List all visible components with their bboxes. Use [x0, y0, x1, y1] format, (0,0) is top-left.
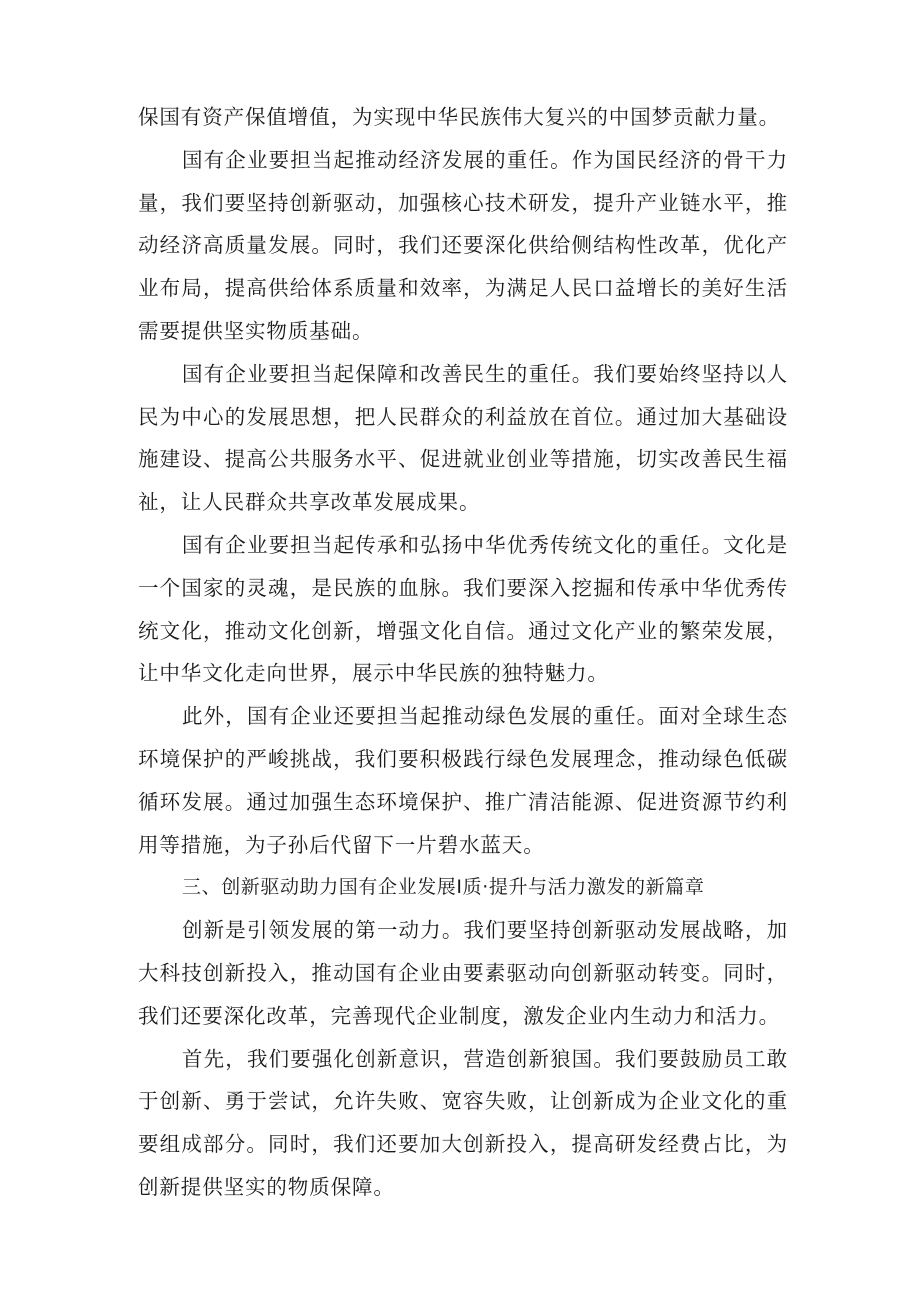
document-body [138, 96, 788, 1209]
paragraph-continuation: 保国有资产保值增值，为实现中华民族伟大复兴的中国梦贡献力量。 [138, 105, 780, 129]
paragraph-innovation-driver: 创新是引领发展的第一动力。我们要坚持创新驱动发展战略，加大科技创新投入，推动国有企业由要素驱动向创新驱动转变。同时，我们还要深化改革，完善现代企业制度，激发企业内生动力和活力。 [138, 918, 788, 1028]
paragraph-culture: 国有企业要担当起传承和弘扬中华优秀传统文化的重任。文化是一个国家的灵魂，是民族的血脉。我们要深入挖掘和传承中华优秀传统文化，推动文化创新，增强文化自信。通过文化产业的繁荣发展，让中华文化走向世界，展示中华民族的独特魅力。 [138, 532, 788, 686]
paragraph-green-development: 此外，国有企业还要担当起推动绿色发展的重任。面对全球生态环境保护的严峻挑战，我们要积极践行绿色发展理念，推动绿色低碳循环发展。通过加强生态环境保护、推广清洁能源、促进资源节约利用等措施，为子孙后代留下一片碧水蓝天。 [138, 704, 788, 857]
section-heading: 三、创新驱动助力国有企业发展I质·提升与活力激发的新篇章 [182, 876, 705, 899]
paragraph-economic-development: 国有企业要担当起推动经济发展的重任。作为国民经济的骨干力量，我们要坚持创新驱动，加强核心技术研发，提升产业链水平，推动经济高质量发展。同时，我们还要深化供给侧结构性改革，优化产业布局，提高供给体系质量和效率，为满足人民口益增长的美好生活需要提供坚实物质基础。 [138, 147, 788, 343]
paragraph-livelihood: 国有企业要担当起保障和改善民生的重任。我们要始终坚持以人民为中心的发展思想，把人民群众的利益放在首位。通过加大基础设施建设、提高公共服务水平、促进就业创业等措施，切实改善民生福祉，让人民群众共享改革发展成果。 [138, 361, 788, 515]
paragraph-innovation-awareness: 首先，我们要强化创新意识，营造创新狼国。我们要鼓励员工敢于创新、勇于尝试，允许失败、宽容失败，让创新成为企业文化的重要组成部分。同时，我们还要加大创新投入，提高研发经费占比，为创新提供坚实的物质保障。 [138, 1046, 788, 1199]
